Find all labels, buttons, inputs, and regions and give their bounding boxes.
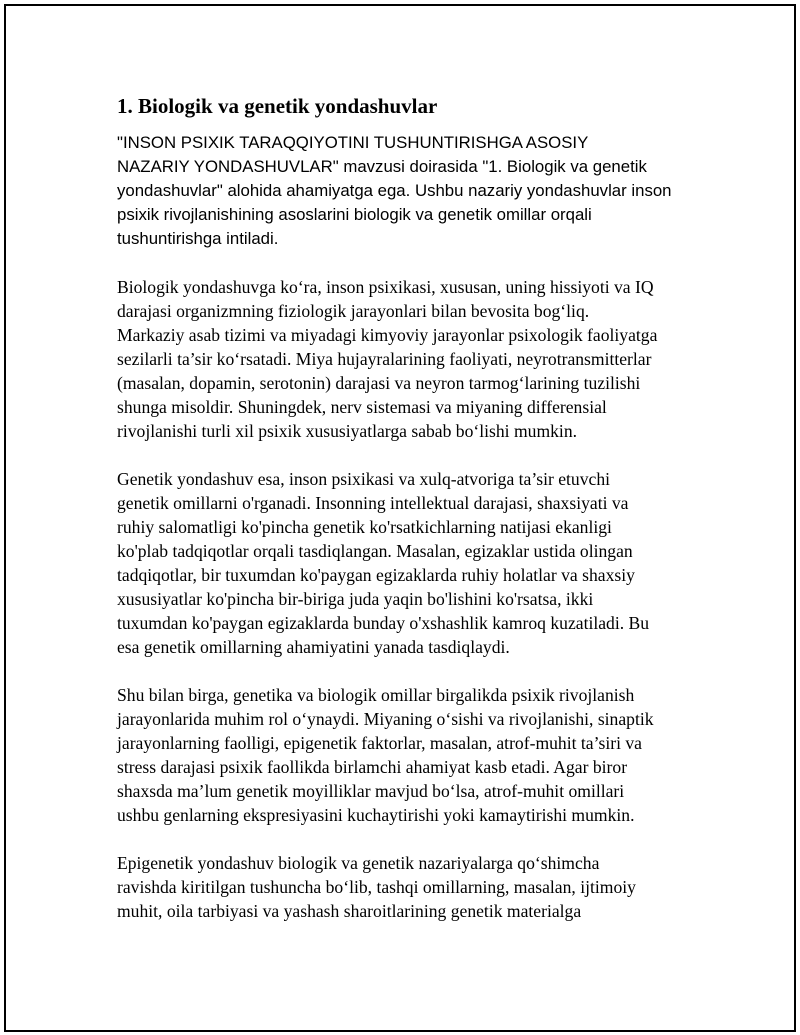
text-line: ko'plab tadqiqotlar orqali tasdiqlangan. Masalan, egizaklar ustida olingan <box>117 541 633 561</box>
text-line: (masalan, dopamin, serotonin) darajasi va neyron tarmog‘larining tuzilishi <box>117 373 641 393</box>
text-line: tuxumdan ko'paygan egizaklarda bunday o'xshashlik kamroq kuzatiladi. Bu <box>117 613 650 633</box>
text-line: ushbu genlarning ekspresiyasini kuchaytirishi yoki kamaytirishi mumkin. <box>117 805 635 825</box>
paragraph-combined <box>117 683 687 827</box>
text-line: ruhiy salomatligi ko'pincha genetik ko'rsatkichlarning natijasi ekanligi <box>117 517 612 537</box>
section-heading: 1. Biologik va genetik yondashuvlar <box>117 94 438 118</box>
text-line: yondashuvlar" alohida ahamiyatga ega. Ushbu nazariy yondashuvlar inson <box>117 181 672 200</box>
text-line: Shu bilan birga, genetika va biologik omillar birgalikda psixik rivojlanish <box>117 685 635 705</box>
text-line: rivojlanishi turli xil psixik xususiyatlarga sabab bo‘lishi mumkin. <box>117 421 578 441</box>
text-line: Epigenetik yondashuv biologik va genetik nazariyalarga qo‘shimcha <box>117 853 600 873</box>
text-line: jarayonlarida muhim rol o‘ynaydi. Miyaning o‘sishi va rivojlanishi, sinaptik <box>117 709 654 729</box>
text-line: muhit, oila tarbiyasi va yashash sharoitlarining genetik materialga <box>117 901 582 921</box>
text-line: shunga misoldir. Shuningdek, nerv sistemasi va miyaning differensial <box>117 397 607 417</box>
text-line: tushuntirishga intiladi. <box>117 229 279 248</box>
paragraph-epigenetic <box>117 851 687 923</box>
text-line: genetik omillarni o'rganadi. Insonning intellektual darajasi, shaxsiyati va <box>117 493 629 513</box>
text-line: Biologik yondashuvga ko‘ra, inson psixikasi, xususan, uning hissiyoti va IQ <box>117 277 654 297</box>
text-line: NAZARIY YONDASHUVLAR" mavzusi doirasida "1. Biologik va genetik <box>117 157 647 176</box>
text-line: Markaziy asab tizimi va miyadagi kimyoviy jarayonlar psixologik faoliyatga <box>117 325 658 345</box>
text-line: ravishda kiritilgan tushuncha bo‘lib, tashqi omillarning, masalan, ijtimoiy <box>117 877 636 897</box>
text-line: jarayonlarning faolligi, epigenetik faktorlar, masalan, atrof-muhit ta’siri va <box>117 733 642 753</box>
text-line: xususiyatlar ko'pincha bir-biriga juda yaqin bo'lishini ko'rsatsa, ikki <box>117 589 594 609</box>
text-line: darajasi organizmning fiziologik jarayonlari bilan bevosita bog‘liq. <box>117 301 590 321</box>
text-line: tadqiqotlar, bir tuxumdan ko'paygan egizaklarda ruhiy holatlar va shaxsiy <box>117 565 635 585</box>
text-line: "INSON PSIXIK TARAQQIYOTINI TUSHUNTIRISHGA ASOSIY <box>117 133 589 152</box>
paragraph-biological <box>117 275 687 443</box>
text-line: sezilarli ta’sir ko‘rsatadi. Miya hujayralarining faoliyati, neyrotransmitterlar <box>117 349 652 369</box>
document-body <box>117 92 687 947</box>
text-line: stress darajasi psixik faollikda birlamchi ahamiyat kasb etadi. Agar biror <box>117 757 628 777</box>
text-line: Genetik yondashuv esa, inson psixikasi va xulq-atvoriga ta’sir etuvchi <box>117 469 611 489</box>
text-line: shaxsda ma’lum genetik moyilliklar mavjud bo‘lsa, atrof-muhit omillari <box>117 781 625 801</box>
text-line: esa genetik omillarning ahamiyatini yanada tasdiqlaydi. <box>117 637 510 657</box>
paragraph-intro <box>117 131 687 251</box>
text-line: psixik rivojlanishining asoslarini biologik va genetik omillar orqali <box>117 205 592 224</box>
paragraph-genetic <box>117 467 687 659</box>
